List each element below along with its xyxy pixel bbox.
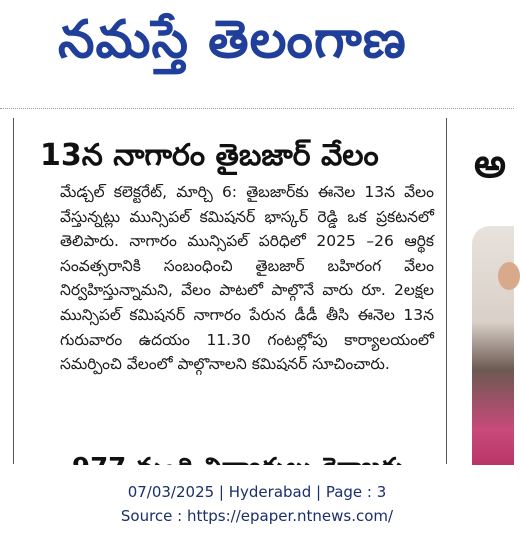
masthead (0, 0, 514, 92)
next-article-headline (72, 448, 432, 466)
article-paragraph: మేడ్చల్ కలెక్టరేట్, మార్చి 6: తైబజార్‌కు ఈనెల 13న వేలం వేస్తున్నట్లు మున్సిపల్ కమిషనర్ భాస్కర్ రెడ్డి ఒక ప్రకటనలో తెలిపారు. నాగారం మున్సిపల్ పరిధిలో 2025 –26 ఆర్థిక సంవత్సరానికి సంబంధించి తైబజార్ బహిరంగ వేలం నిర్వహిస్తున్నామని, వేలం పాటలో పాల్గొనే వారు రూ. 2లక్షల మున్సిపల్ కమిషనర్ నాగారం పేరున డీడీ తీసి ఈనెల 13న గురువారం ఉదయం 11.30 గంటల్లోపు కార్యాలయంలో సమర్పించి వేలంలో పాల్గొనాలని కమిషనర్ సూచించారు. (60, 183, 434, 374)
header-divider (0, 108, 514, 109)
article-body (60, 180, 434, 377)
footer-date-edition: 07/03/2025 | Hyderabad | Page : 3 (127, 483, 387, 501)
column-rule-left (13, 118, 14, 464)
adjacent-headline-fragment: అ (474, 141, 506, 187)
article-headline: 13న నాగారం తైబజార్ వేలం (40, 138, 379, 173)
newspaper-logo: నమస్తే తెలంగాణ (58, 10, 407, 70)
column-rule-right (446, 118, 447, 464)
photo-face (498, 262, 520, 290)
footer-source-link[interactable]: Source : https://epaper.ntnews.com/ (120, 507, 394, 525)
